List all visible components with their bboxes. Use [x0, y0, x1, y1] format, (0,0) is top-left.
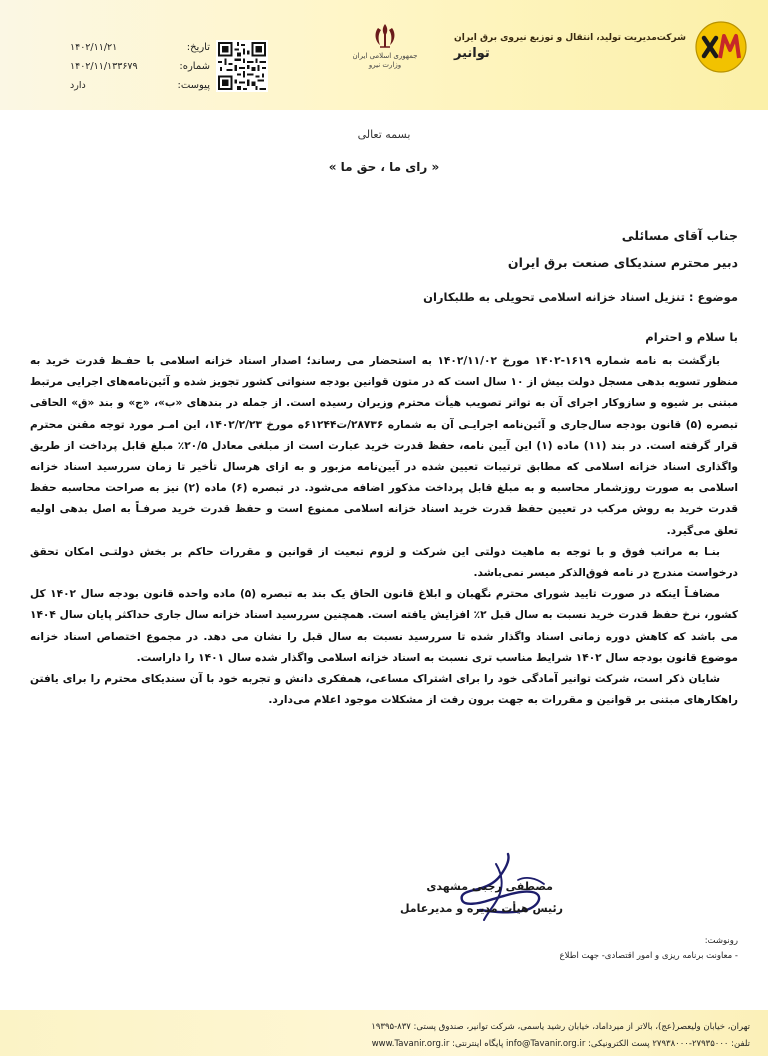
company-name-line: شرکت‌مدیریت تولید، انتقال و توزیع نیروی برق ایران: [454, 32, 686, 43]
bismillah-heading: بسمه تعالی: [357, 128, 411, 141]
date-label: تاریخ:: [186, 42, 210, 53]
attachment-value: دارد: [70, 80, 86, 91]
emblem-caption-country: جمهوری اسلامی ایران: [352, 52, 418, 60]
number-value: ۱۴۰۲/۱۱/۱۳۳۶۷۹: [70, 61, 138, 72]
footer-contacts: تلفن: ۲۷۹۳۵۰۰۰-۲۷۹۳۸۰۰۰ پست الکترونیکی: info@Tavanir.org.ir پایگاه اینترنتی: www.Tavanir.org.ir: [371, 1039, 750, 1049]
recipient-name: جناب آقای مسائلی: [621, 228, 738, 243]
recipient-block: [508, 222, 738, 276]
signer-title: رئیس هیأت مدیره و مدیرعامل: [399, 902, 563, 915]
recipient-position: دبیر محترم سندیکای صنعت برق ایران: [507, 255, 738, 270]
company-brand: [454, 20, 748, 74]
tavanir-logo-icon: [694, 20, 748, 74]
date-value: ۱۴۰۲/۱۱/۲۱: [70, 42, 118, 53]
date-row: [70, 38, 210, 57]
cc-block: [560, 934, 738, 964]
emblem-caption-ministry: وزارت نیرو: [368, 60, 402, 69]
cc-item: - معاونت برنامه ریزی و امور اقتصادی- جهت اطلاع: [559, 951, 738, 961]
letterhead: [0, 0, 768, 110]
signer-name: مصطفی رجبی مشهدی: [426, 880, 553, 893]
body-paragraph-2: بنـا به مراتب فوق و با توجه به ماهیت دولتی این شرکت و لزوم تبعیت از قوانین و مقررات حاکم بر بخش دولتـی امکان تحقق درخواست مندرج در نامه فوق‌الذکر میسر نمی‌باشد.: [30, 545, 738, 580]
company-short-name: توانیر: [454, 45, 490, 61]
qr-code-icon: [216, 40, 268, 92]
letter-subject: موضوع : تنزیل اسناد خزانه اسلامی تحویلی به طلبکاران: [423, 290, 738, 304]
salutation: با سلام و احترام: [645, 330, 738, 344]
body-paragraph-4: شایان ذکر است، شرکت توانیر آمادگی خود را برای اشتراک مساعی، همفکری دانش و تجربه خود با آن سندیکای محترم را برای یافتن راهکارهای مبتنی بر قوانین و مقررات به جهت برون رفت از مشکلات موجود اعلام می‌دارد.: [30, 673, 738, 707]
year-slogan: « رای ما ، حق ما »: [328, 160, 440, 174]
body-paragraph-1: بازگشت به نامه شماره ۱۶۱۹-۱۴۰۲ مورخ ۱۴۰۲/۱۱/۰۲ به استحضار می رساند؛ اصدار اسناد خزانه اسلامی با حفـظ قدرت خرید به منظور تسویه بدهی مسجل دولت بیش از ۱۰ سال است که در متون قوانین بودجه سنواتی کشور تجویز شده و آئین‌نامه‌های اجرایی مرتبط مبتنی بر شیوه و سازوکار اجرای آن به تواتر تصویب هیأت محترم وزیران رسیده است. از جمله در بندهای «ب»، «ج» و بند «ق» الحاقی تبصره (۵) قانون بودجه سال‌جاری و آئین‌نامه اجرایـی آن به شماره ۲۸۷۳۶/ت۶۱۲۴۴ه مورخ ۱۴۰۲/۲/۲۳، این امـر مورد توجه مقنن محترم قرار گرفته است. در بند (۱۱) ماده (۱) این آیین نامه، حفظ قدرت خرید عبارت است از مبلغی معادل ۲۰/۵٪ مبلغ قابل پرداخت از طریق واگذاری اسناد خزانه اسلامی که مطابق ترتیبات تعیین شده در آیین‌نامه مزبور و به ازای هرسال تأخیر تا زمان سررسید اسناد خزانه اسلامی به صورت روزشمار محاسبه و به مبلغ قابل پرداخت مذکور اضافه می‌شود. در تبصره (۶) ماده (۲) نیز به صراحت محاسبه حفظ قدرت خرید به روش مرکب در تعیین حفظ قدرت خرید اسناد خزانه اسلامی ممنوع است و حفظ قدرت خرید صرفـاً به اصل بدهی اولیه تعلق می‌گیرد.: [30, 355, 739, 537]
number-row: [70, 57, 210, 76]
attachment-row: [70, 76, 210, 95]
letter-body: [30, 351, 738, 711]
attachment-label: پیوست:: [177, 80, 210, 91]
cc-label: رونوشت:: [704, 936, 738, 946]
iran-emblem-icon: [369, 20, 401, 52]
ministry-emblem: [350, 20, 420, 70]
letter-metadata: [70, 38, 210, 95]
footer-address: تهران، خیابان ولیعصر(عج)، بالاتر از میرداماد، خیابان رشید یاسمی، شرکت توانیر، صندوق پستی: ۸۳۷-۱۹۳۹۵: [371, 1022, 750, 1032]
number-label: شماره:: [179, 61, 210, 72]
letter-footer: [0, 1010, 768, 1056]
body-paragraph-3: مضافـاً اینکه در صورت تایید شورای محترم نگهبان و ابلاغ قانون الحاق یک بند به تبصره (۵) ماده واحده قانون بودجه سال ۱۴۰۲ کل کشور، نرخ حفظ قدرت خرید نسبت به سال قبل ۲٪ افزایش یافته است. همچنین سررسید اسناد خزانه سال جاری حداکثر پایان سال ۱۴۰۴ می باشد که کاهش دوره زمانی اسناد واگذار شده تا سررسید نسبت به سال قبل را نشان می دهد. در مجموع اختصاص اسناد خزانه موضوع قانون بودجه سال ۱۴۰۲ شرایط مناسب تری نسبت به اسناد خزانه اسلامی واگذار شده سال ۱۴۰۱ را داراست.: [30, 588, 738, 664]
